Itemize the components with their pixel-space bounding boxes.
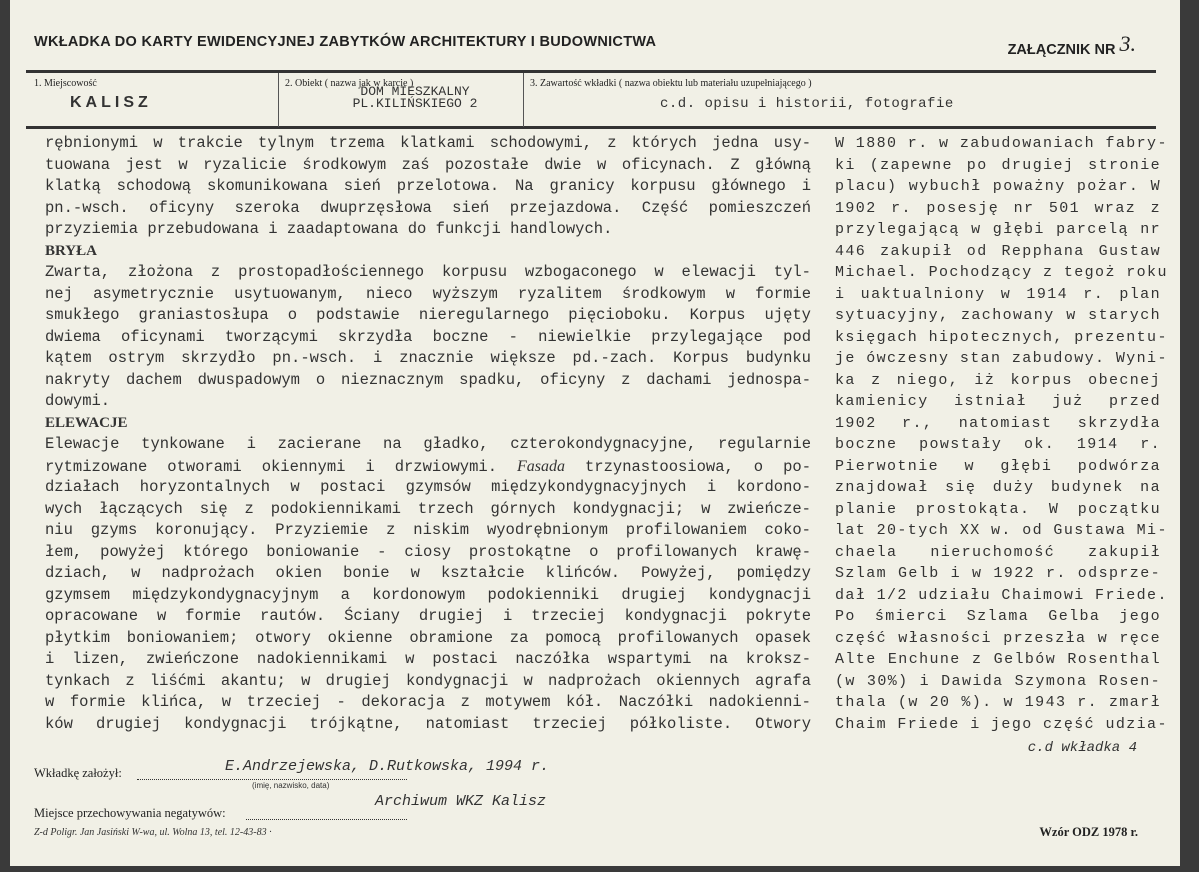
continuation-note: c.d wkładka 4	[1027, 740, 1137, 756]
text-line: ka z niego, iż korpus obecnej	[835, 371, 1161, 389]
text-line: działach horyzontalnych w postaci gzymsów międzykondygnacyjnych i kordono-	[45, 478, 811, 496]
text-line: i lizen, zwieńczone nadokiennikami w postaci naczółka wspartymi na kroksz-	[45, 650, 811, 668]
section-heading: ELEWACJE	[45, 414, 128, 431]
place-label: 1. Miejscowość	[34, 78, 97, 89]
section-heading: BRYŁA	[45, 242, 97, 259]
divider	[278, 73, 279, 127]
text-line: część własności przeszła w ręce	[835, 629, 1161, 647]
text-line: je ówczesny stan zabudowy. Wyni-	[835, 350, 1168, 367]
text-line: niu gzyms koronujący. Przyziemie z niskim wyodrębnionym profilowaniem coko-	[45, 521, 811, 539]
author-value: E.Andrzejewska, D.Rutkowska, 1994 r.	[225, 758, 550, 775]
author-hint: (imię, nazwisko, data)	[252, 781, 330, 790]
object-label: 2. Obiekt ( nazwa jak w karcie )	[285, 78, 414, 89]
text-line: Chaim Friede i jego część udzia-	[835, 715, 1168, 733]
text-line: smukłego graniastosłupa o podstawie nieregularnego pięcioboku. Korpus ujęty	[45, 306, 811, 324]
text-line: rębnionymi w trakcie tylnym trzema klatkami schodowymi, z których jedna usy-	[45, 134, 811, 152]
text-line: gzymsem międzykondygnacyjnym a kordonowym podokienniki drugiej kondygnacji	[45, 585, 811, 604]
text-line: dowymi.	[45, 392, 111, 410]
text-line: tuowana jest w ryzalicie środkowym zaś pozostałe dwie w oficynach. Z główną	[45, 155, 811, 174]
description-column	[45, 133, 811, 735]
author-dotted-line	[137, 778, 407, 780]
text-line: przylegającą w głębi parcelą nr	[835, 221, 1161, 238]
text-line: Elewacje tynkowane i zacierane na gładko, czterokondygnacyjne, regularnie	[45, 435, 811, 453]
form-version: Wzór ODZ 1978 r.	[1039, 825, 1138, 839]
author-label: Wkładkę założył:	[34, 766, 122, 780]
text-line: Szlam Gelb i w 1922 r. odsprze-	[835, 565, 1161, 582]
text-line	[45, 456, 811, 478]
text-line: dał 1/2 udziału Chaimowi Friede.	[835, 586, 1168, 604]
text-line: opracowane w formie rautów. Ściany drugiej i trzeciej kondygnacji pokryte	[45, 607, 811, 625]
text-fragment: trzynastoosiowa, o po-	[565, 457, 811, 476]
negatives-label: Miejsce przechowywania negatywów:	[34, 806, 226, 820]
content-value: c.d. opisu i historii, fotografie	[660, 96, 954, 112]
text-line: klatką schodową skomunikowana sień przelotowa. Na granicy korpusu głównego i	[45, 177, 811, 195]
text-line: Zwarta, złożona z prostopadłościennego korpusu wzbogaconego w elewacji tyl-	[45, 263, 811, 281]
text-line: Alte Enchune z Gelbów Rosenthal	[835, 651, 1161, 668]
text-line: dwiema oficynami tworzącymi skrzydła boczne - niewielkie przylegające pod	[45, 327, 811, 346]
text-line: i uaktualniony w 1914 r. plan	[835, 285, 1161, 303]
object-value	[300, 86, 530, 110]
text-line: 1902 r., natomiast skrzydła	[835, 414, 1161, 432]
text-line: tynkach z liśćmi akantu; w drugiej kondygnacji w nadprożach okiennych agrafa	[45, 671, 811, 690]
text-line: pn.-wsch. oficyny szeroka dwuprzęsłowa sień przejazdowa. Część pomieszczeń	[45, 198, 811, 217]
text-line: (w 30%) i Dawida Szymona Rosen-	[835, 672, 1161, 690]
text-line: ki (zapewne po drugiej stronie	[835, 156, 1161, 174]
text-line: wych łączących się z podokiennikami trzech górnych kondygnacji; w zwieńcze-	[45, 499, 811, 518]
document-title: WKŁADKA DO KARTY EWIDENCYJNEJ ZABYTKÓW ARCHITEKTURY I BUDOWNICTWA	[34, 34, 657, 50]
object-name: DOM MIESZKALNY	[360, 84, 470, 99]
text-line: planie prostokąta. W początku	[835, 500, 1161, 518]
text-line: dziach, w nadprożach okien bonie w kształcie klińców. Powyżej, pomiędzy	[45, 564, 811, 582]
negatives-value: Archiwum WKZ Kalisz	[375, 793, 547, 810]
text-line: nakryty dachem dwuspadowym o nieznacznym spadku, oficyny z dachami jednospa-	[45, 370, 811, 389]
object-address: PL.KILIŃSKIEGO 2	[352, 96, 478, 111]
text-line: przyziemia przebudowana i zaadaptowana do funkcji handlowych.	[45, 220, 613, 238]
text-line: 446 zakupił od Repphana Gustaw	[835, 242, 1161, 260]
history-column	[835, 133, 1168, 735]
divider	[26, 126, 1156, 129]
text-fragment: rytmizowane otworami okiennymi i drzwiowymi.	[45, 457, 517, 476]
text-line: sytuacyjny, zachowany w starych	[835, 307, 1161, 324]
annex-number	[1007, 31, 1136, 60]
text-line: Po śmierci Szlama Gelba jego	[835, 608, 1161, 625]
negatives-dotted-line	[246, 818, 407, 820]
text-line: 1902 r. posesję nr 501 wraz z	[835, 199, 1161, 217]
text-line: chaela nieruchomość zakupił	[835, 543, 1161, 561]
divider	[26, 70, 1156, 73]
annex-label: ZAŁĄCZNIK NR	[1007, 42, 1116, 58]
text-line: Michael. Pochodzący z tegoż roku	[835, 264, 1168, 281]
text-line: boczne powstały ok. 1914 r.	[835, 436, 1161, 453]
text-line: lat 20-tych XX w. od Gustawa Mi-	[835, 522, 1168, 539]
text-line: kątem ostrym skrzydło pn.-wsch. i znacznie większe pd.-zach. Korpus budynku	[45, 349, 811, 367]
text-line: thala (w 20 %). w 1943 r. zmarł	[835, 694, 1161, 711]
document-sheet	[10, 0, 1180, 866]
text-line: księgach hipotecznych, prezentu-	[835, 328, 1168, 346]
text-line: znajdował się duży budynek na	[835, 479, 1161, 496]
content-label: 3. Zawartość wkładki ( nazwa obiektu lub materiału uzupełniającego )	[530, 78, 812, 89]
emphasized-term: Fasada	[517, 457, 565, 475]
text-line: placu) wybuchł poważny pożar. W	[835, 178, 1161, 195]
text-line: płytkim boniowaniem; otwory okienne obramione za pomocą profilowanych opasek	[45, 628, 811, 647]
text-line: W 1880 r. w zabudowaniach fabry-	[835, 135, 1168, 152]
place-value: KALISZ	[70, 94, 152, 111]
text-line: kamienicy istniał już przed	[835, 393, 1161, 410]
text-line: łem, powyżej którego boniowanie - ciosy prostokątne o profilowanych krawę-	[45, 542, 811, 561]
text-line: w formie klińca, w trzeciej - dekoracja z motywem kół. Naczółki nadokienni-	[45, 693, 811, 711]
text-line: Pierwotnie w głębi podwórza	[835, 457, 1161, 475]
printer-info: Z-d Poligr. Jan Jasiński W-wa, ul. Wolna 13, tel. 12-43-83 ·	[34, 827, 272, 838]
annex-number-value: 3.	[1119, 31, 1136, 56]
text-line: ków drugiej kondygnacji trójkątne, natomiast trzeciej półkoliste. Otwory	[45, 714, 811, 733]
text-line: nej asymetrycznie usytuowanym, nieco wyższym ryzalitem środkowym w formie	[45, 284, 811, 303]
